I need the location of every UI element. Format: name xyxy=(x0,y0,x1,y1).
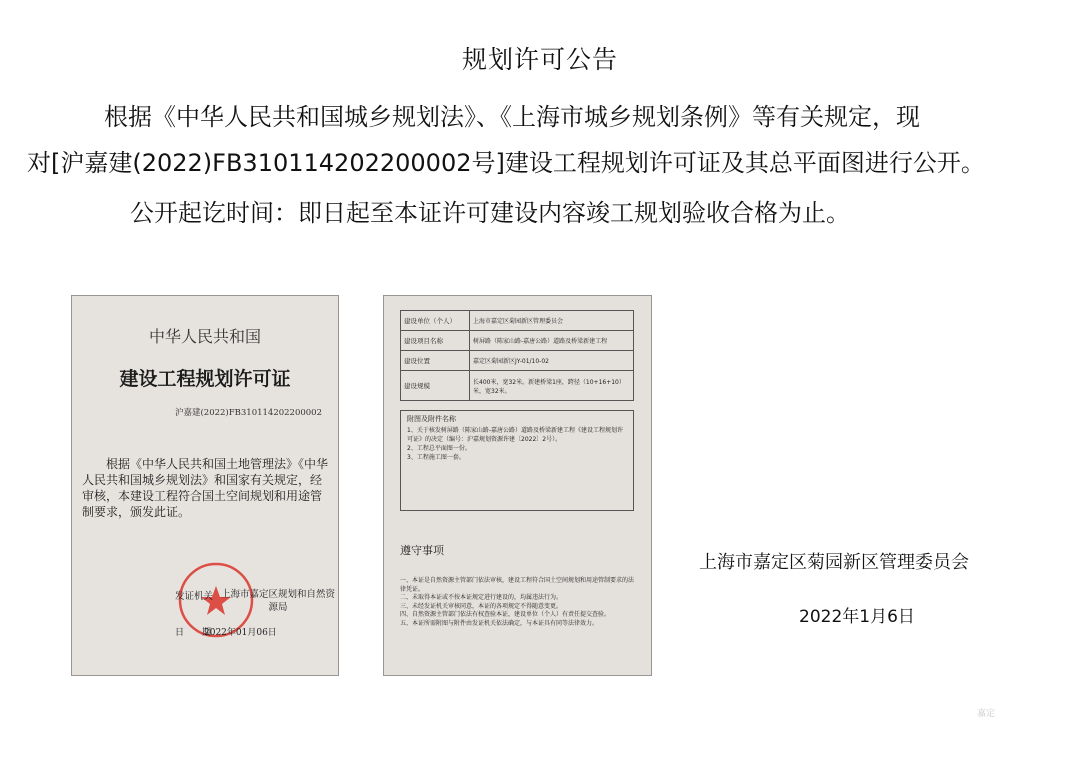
notice-paragraph-2: 对[沪嘉建(2022)FB310114202200002号]建设工程规划许可证及其总平面图进行公开。 xyxy=(27,149,985,177)
project-info-table xyxy=(400,310,634,401)
notice-paragraph-3: 公开起讫时间：即日起至本证许可建设内容竣工规划验收合格为止。 xyxy=(130,199,850,227)
row-key: 建设规模 xyxy=(401,371,470,401)
row-value: 嘉定区菊园新区JY-01/10-02 xyxy=(470,351,634,371)
notice-paragraph-1: 根据《中华人民共和国城乡规划法》、《上海市城乡规划条例》等有关规定，现 xyxy=(104,103,920,131)
row-value: 上海市嘉定区菊园新区管理委员会 xyxy=(470,311,634,331)
list-item: 二、未取得本证或不按本证规定进行建设的，均属违法行为。 xyxy=(400,594,563,602)
notice-section-title: 遵守事项 xyxy=(400,544,444,557)
certificate-code: 沪嘉建(2022)FB310114202200002 xyxy=(174,408,322,418)
attachments-title: 附图及附件名称 xyxy=(407,415,456,423)
list-item: 五、本证所需附图与附件由发证机关依法确定，与本证具有同等法律效力。 xyxy=(400,619,599,627)
certificate-inner-page xyxy=(383,295,652,676)
certificate-country: 中华人民共和国 xyxy=(148,327,261,346)
list-item: 四、自然资源主管部门依法有权查验本证，建设单位（个人）有责任提交查验。 xyxy=(400,611,611,619)
table-row xyxy=(401,371,634,401)
announcement-date: 2022年1月6日 xyxy=(799,607,915,627)
table-row xyxy=(401,351,634,371)
certificate-issuer: 上海市嘉定区规划和自然资源局 xyxy=(220,589,335,613)
certificate-front-page xyxy=(71,295,339,676)
table-row xyxy=(401,311,634,331)
announcement-issuer: 上海市嘉定区菊园新区管理委员会 xyxy=(699,552,969,573)
table-row xyxy=(401,331,634,351)
notice-list xyxy=(400,577,638,629)
list-item: 三、未经发证机关审核同意，本证的各项规定不得随意变更。 xyxy=(400,602,563,610)
row-value: 树屏路（陈家山路-嘉唐公路）道路及桥梁新建工程 xyxy=(470,331,634,351)
issuer-label: 发证机关 xyxy=(175,591,214,602)
watermark: 嘉定 xyxy=(977,709,996,719)
list-item: 1、关于核发树屏路（陈家山路-嘉唐公路）道路及桥梁新建工程《建设工程规划许可证》的决定（编号：沪嘉规划资源许建〔2022〕2号）。 xyxy=(407,427,623,443)
certificate-date: 2022年01月06日 xyxy=(204,628,277,638)
row-key: 建设单位（个人） xyxy=(401,311,470,331)
list-item: 3、工程施工图一套。 xyxy=(407,454,465,461)
certificate-name: 建设工程规划许可证 xyxy=(119,368,291,390)
notice-title: 规划许可公告 xyxy=(461,45,618,74)
list-item: 一、本证是自然资源主管部门依法审核，建设工程符合国土空间规划和用途管制要求的法律凭证。 xyxy=(400,577,635,593)
date-label: 日 期 xyxy=(175,628,212,638)
list-item: 2、工程总平面图一份。 xyxy=(407,445,471,452)
row-key: 建设项目名称 xyxy=(401,331,470,351)
certificate-body: 根据《中华人民共和国土地管理法》《中华人民共和国城乡规划法》和国家有关规定，经审核，本建设工程符合国土空间规划和用途管制要求，颁发此证。 xyxy=(82,457,329,519)
row-key: 建设位置 xyxy=(401,351,470,371)
attachments-box xyxy=(400,410,634,511)
row-value: 长400米，宽32米。新建桥梁1座，跨径（10+16+10）米，宽32米。 xyxy=(470,371,634,401)
